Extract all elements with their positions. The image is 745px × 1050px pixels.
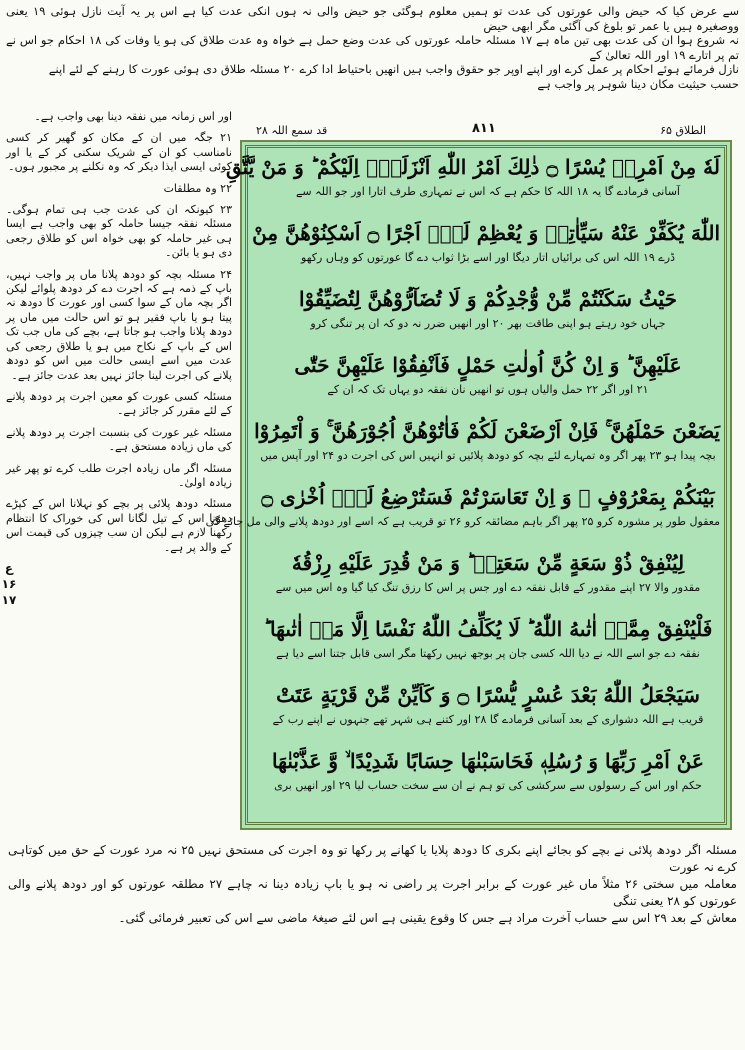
top-commentary <box>6 4 739 108</box>
juz-label: قد سمع اللہ ۲۸ <box>256 124 328 137</box>
side-note: ۲۱ جگہ میں ان کے مکان کو گھیر کر کسی نامناسب کو ان کے شریک سکنی کر کے یا اور کوئی ایسی ایذا دیکر کہ وہ نکلنے پر مجبور ہوں۔ <box>6 131 232 174</box>
side-note: ۲۳ کیونکہ ان کی عدت جب ہی تمام ہوگی۔ مسئلہ نفقہ جیسا حاملہ کو بھی واجب ہے ایسا ہی غیر حاملہ کو بھی خواہ اس کو طلاق رجعی دی ہو یا بائن۔ <box>6 203 232 260</box>
urdu-translation-line: جہاں خود رہتے ہو اپنی طاقت بھر ۲۰ اور انھیں ضرر نہ دو کہ ان پر تنگی کرو <box>310 317 666 330</box>
bottom-commentary-line: معاش کے بعد ۲۹ اس سے حساب آخرت مراد ہے جس کا وقوع یقینی ہے اس لئے صیغۂ ماضی سے اس کی تعبیر فرمائی گئی۔ <box>118 911 737 925</box>
top-commentary-line: نازل فرمائے ہوئے احکام پر عمل کرے اور اپنے اوپر جو حقوق واجب ہیں انھیں باحتیاط ادا کرے ۲۰ مسئلہ طلاق دی ہوئی عورت کا رہنے کے لئے اپنے <box>48 62 739 76</box>
side-note: ۲۲ وہ مطلقات <box>163 181 232 195</box>
arabic-verse-line: سَيَجْعَلُ اللّٰهُ بَعْدَ عُسْرٍ يُّسْرًا ۝ وَ كَاَيِّنْ مِّنْ قَرْيَةٍ عَتَتْ <box>276 683 700 707</box>
urdu-translation-line: ڈرے ۱۹ اللہ اس کی برائیاں اتار دیگا اور اسے بڑا ثواب دے گا عورتوں کو وہاں رکھو <box>301 251 675 264</box>
arabic-verse-line: لِيُنْفِقْ ذُوْ سَعَةٍ مِّنْ سَعَتِهٖ ؕ وَ مَنْ قُدِرَ عَلَيْهِ رِزْقُهٗ <box>291 551 685 575</box>
bottom-commentary <box>8 842 737 1042</box>
top-commentary-line: حسب حیثیت مکان دینا شوہر پر واجب ہے <box>537 76 739 91</box>
urdu-translation-line: معقول طور پر مشورہ کرو ۲۵ پھر اگر باہم مضائقہ کرو ۲۶ تو قریب ہے کہ اسے اور دودھ پلانے والی مل جائے گی <box>205 515 720 528</box>
side-commentary <box>6 110 232 830</box>
urdu-translation-line: قریب ہے اللہ دشواری کے بعد آسانی فرمادے گا ۲۸ اور کتنے ہی شہر تھے جنہوں نے اپنے رب کے <box>272 713 704 726</box>
arabic-verse-line: يَضَعْنَ حَمْلَهُنَّ ۚ فَاِنْ اَرْضَعْنَ لَكُمْ فَاٰتُوْهُنَّ اُجُوْرَهُنَّ ۚ وَ اْتَمِرُوْا <box>254 419 720 443</box>
quran-text-frame <box>205 140 732 830</box>
side-note: مسئلہ دودھ پلائی پر بچے کو نہلانا اس کے کپڑے دھونا اس کے تیل لگانا اس کی خوراک کا انتظام رکھنا لازم ہے لیکن ان سب چیزوں کی قیمت اس کے والد پر ہے۔ <box>6 497 232 554</box>
top-commentary-line: سے عرض کیا کہ حیض والی عورتوں کی عدت تو ہمیں معلوم ہوگئی جو حیض والی نہ ہوں انکی عدت کیا ہے اس پر یہ آیت نازل ہوئی ۱۹ یعنی ووصغیرہ ہیں یا عمر تو بلوغ کی آگئی مگر ابھی حیض <box>6 4 739 33</box>
side-note: اور اس زمانہ میں نفقہ دینا بھی واجب ہے۔ <box>34 110 232 123</box>
arabic-verse-line: لَهٗ مِنْ اَمْرِهٖ يُسْرًا ۝ ذٰلِكَ اَمْرُ اللّٰهِ اَنْزَلَهٗۤ اِلَيْكُمْ ؕ وَ مَنْ يَّتَّقِ <box>225 155 720 179</box>
surah-label: الطلاق ۶۵ <box>660 124 706 137</box>
ruku-marker: ع ۱۶ ۱۷ <box>1 561 17 607</box>
arabic-verse-line: اللّٰهَ يُكَفِّرْ عَنْهُ سَيِّاٰتِهٖ وَ يُعْظِمْ لَهٗۤ اَجْرًا ۝ اَسْكِنُوْهُنَّ مِنْ <box>252 221 720 245</box>
side-note: مسئلہ غیر عورت کی بنسبت اجرت پر دودھ پلانے کی ماں زیادہ مستحق ہے۔ <box>6 425 232 454</box>
urdu-translation-line: مقدور والا ۲۷ اپنے مقدور کے قابل نفقہ دے اور جس پر اس کا رزق تنگ کیا گیا وہ اس میں سے <box>275 581 701 594</box>
urdu-translation-line: ۲۱ اور اگر ۲۲ حمل والیاں ہوں تو انھیں نان نفقہ دو یہاں تک کہ ان کے <box>327 383 649 396</box>
urdu-translation-line: حکم اور اس کے رسولوں سے سرکشی کی تو ہم نے ان سے سخت حساب لیا ۲۹ اور انھیں بری <box>274 779 702 792</box>
arabic-verse-line: عَلَيْهِنَّ ؕ وَ اِنْ كُنَّ اُولٰتِ حَمْلٍ فَاَنْفِقُوْا عَلَيْهِنَّ حَتّٰى <box>294 353 682 377</box>
page-number: ۸۱۱ <box>472 121 496 136</box>
arabic-verse-line: فَلْيُنْفِقْ مِمَّاۤ اٰتٰىهُ اللّٰهُ ؕ لَا يُكَلِّفُ اللّٰهُ نَفْسًا اِلَّا مَاۤ اٰتٰىهَا ؕ <box>263 617 713 641</box>
side-note: ۲۴ مسئلہ بچہ کو دودھ پلانا ماں پر واجب نہیں، باپ کے ذمہ ہے کہ اجرت دے کر دودھ پلوائے لیکن اگر بچہ ماں کے سوا کسی اور عورت کا دودھ نہ پیتا ہو یا باپ فقیر ہو تو اس حالت میں ماں پر دودھ پلانا واجب ہو جاتا ہے، بچے کی ماں جب تک اس کے باپ کے نکاح میں ہو یا طلاق رجعی کی عدت میں اسے ایسی حالت میں اس کو دودھ پلانے کی اجرت لینا جائز نہیں بعد عدت جائز ہے۔ <box>6 267 232 382</box>
bottom-commentary-line: معاملہ میں سختی ۲۶ مثلاً ماں غیر عورت کے برابر اجرت پر راضی نہ ہو یا باپ زیادہ دینا نہ چاہے ۲۷ مطلقہ عورتوں کو اور دودھ پلانے والی عورتوں کو ۲۸ یعنی تنگی <box>8 877 737 908</box>
side-note: مسئلہ اگر ماں زیادہ اجرت طلب کرے تو پھر غیر زیادہ اولیٰ۔ <box>6 461 232 489</box>
bottom-commentary-line: مسئلہ اگر دودھ پلائی نے بچے کو بجائے اپنے بکری کا دودھ پلایا یا کھانے پر رکھا تو وہ اجرت کی مستحق نہیں ۲۵ نہ مرد عورت کے حق میں کوتاہی کرے نہ عورت <box>8 843 737 874</box>
page-header <box>246 121 732 138</box>
urdu-translation-line: آسانی فرمادے گا یہ ۱۸ اللہ کا حکم ہے کہ اس نے تمہاری طرف اتارا اور جو اللہ سے <box>295 185 680 198</box>
urdu-translation-line: نفقہ دے جو اسے اللہ نے دیا اللہ کسی جان پر بوجھ نہیں رکھتا مگر اسی قابل جتنا اسے دیا ہے <box>276 647 700 660</box>
arabic-verse-line: عَنْ اَمْرِ رَبِّهَا وَ رُسُلِهٖ فَحَاسَبْنٰهَا حِسَابًا شَدِيْدًا ۙ وَّ عَذَّبْنٰهَا <box>272 749 704 773</box>
arabic-verse-line: حَيْثُ سَكَنْتُمْ مِّنْ وُّجْدِكُمْ وَ لَا تُضَآرُّوْهُنَّ لِتُضَيِّقُوْا <box>299 287 677 311</box>
side-note: مسئلہ کسی عورت کو معین اجرت پر دودھ پلانے کے لئے مقرر کر جائز ہے۔ <box>6 389 232 418</box>
top-commentary-line: نہ شروع ہوا ان کی عدت بھی تین ماہ ہے ۱۷ مسئلہ حاملہ عورتوں کی عدت وضع حمل ہے خواہ وہ عدت طلاق کی ہو یا وفات کی ۱۸ احکام جو اس نے تم پر اتارے ۱۹ اور اللہ تعالیٰ کے <box>6 33 739 62</box>
arabic-verse-line: بَيْنَكُمْ بِمَعْرُوْفٍ ۚ وَ اِنْ تَعَاسَرْتُمْ فَسَتُرْضِعُ لَهٗۤ اُخْرٰى ۝ <box>261 485 715 509</box>
urdu-translation-line: بچہ پیدا ہو ۲۳ پھر اگر وہ تمہارے لئے بچہ کو دودھ پلائیں تو انہیں اس کی اجرت دو ۲۴ اور آپس میں <box>260 449 716 462</box>
